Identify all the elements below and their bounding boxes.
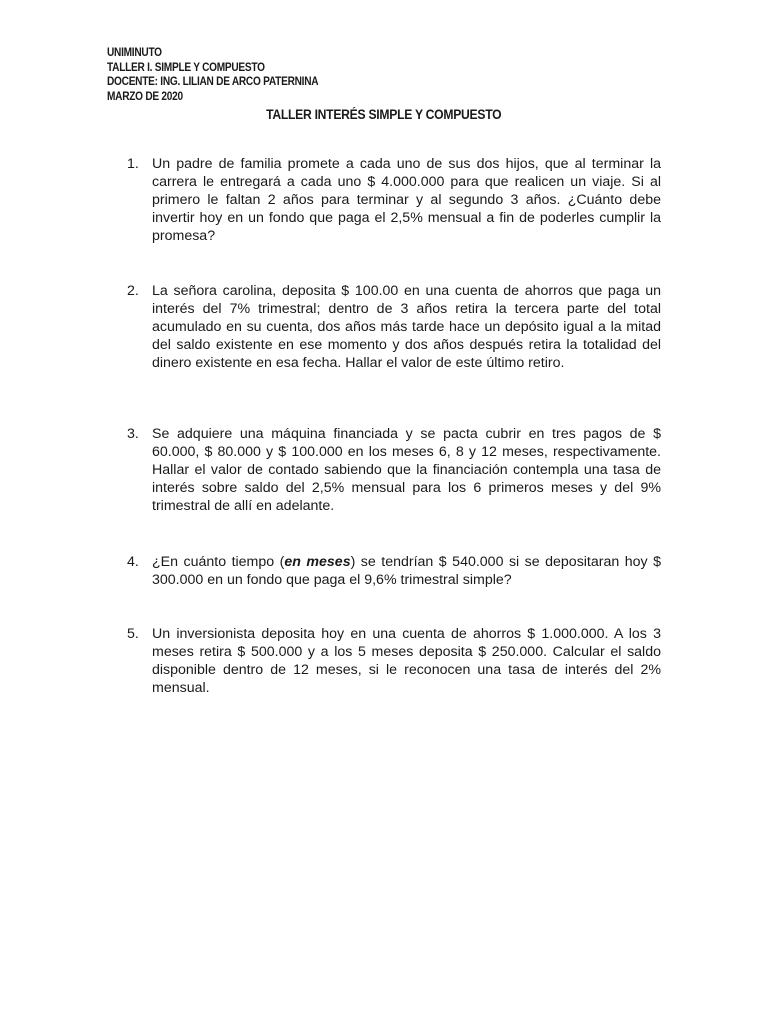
- exercise-text: [152, 553, 661, 589]
- document-header: [107, 46, 318, 104]
- exercise-number: 4.: [127, 554, 139, 570]
- exercise-text: Un inversionista deposita hoy en una cuenta de ahorros $ 1.000.000. A los 3 meses retira $ 500.000 y a los 5 meses deposita $ 250.000. Calcular el saldo disponible dentro de 12 meses, si le reconocen una tasa de interés del 2% mensual.: [152, 626, 661, 696]
- exercise-text-emphasis: en meses: [284, 554, 351, 570]
- exercise-number: 5.: [127, 626, 139, 642]
- exercise-text-start: ¿En cuánto tiempo (: [152, 554, 285, 570]
- exercise-number: 1.: [127, 156, 139, 172]
- document-title-text: TALLER INTERÉS SIMPLE Y COMPUESTO: [266, 107, 502, 122]
- institution-name: UNIMINUTO: [107, 47, 162, 59]
- exercise-text: La señora carolina, deposita $ 100.00 en una cuenta de ahorros que paga un interés del 7% trimestral; dentro de 3 años retira la tercera parte del total acumulado en su cuenta, dos años más tarde hace un depósito igual a la mitad del saldo existente en ese momento y dos años después retira la totalidad del dinero existente en esa fecha. Hallar el valor de este último retiro.: [152, 283, 661, 371]
- exercise-text: Un padre de familia promete a cada uno de sus dos hijos, que al terminar la carrera le entregará a cada uno $ 4.000.000 para que realicen un viaje. Si al primero le faltan 2 años para terminar y al segundo 3 años. ¿Cuánto debe invertir hoy en un fondo que paga el 2,5% mensual a fin de poderles cumplir la promesa?: [152, 156, 661, 244]
- exercise-number: 3.: [127, 426, 139, 442]
- exercise-number: 2.: [127, 283, 139, 299]
- document-title: [0, 107, 768, 122]
- workshop-name: TALLER I. SIMPLE Y COMPUESTO: [107, 61, 265, 74]
- exercise-text-end: ) se tendrían $ 540.000 si se depositaran hoy $ 300.000 en un fondo que paga el 9,6% trimestral simple?: [152, 554, 661, 588]
- teacher-name: DOCENTE: ING. LILIAN DE ARCO PATERNINA: [107, 76, 319, 88]
- exercise-text: Se adquiere una máquina financiada y se pacta cubrir en tres pagos de $ 60.000, $ 80.000 y $ 100.000 en los meses 6, 8 y 12 meses, respectivamente. Hallar el valor de contado sabiendo que la financiación contempla una tasa de interés sobre saldo del 2,5% mensual para los 6 primeros meses y del 9% trimestral de allí en adelante.: [152, 426, 661, 514]
- document-date: MARZO DE 2020: [107, 90, 183, 103]
